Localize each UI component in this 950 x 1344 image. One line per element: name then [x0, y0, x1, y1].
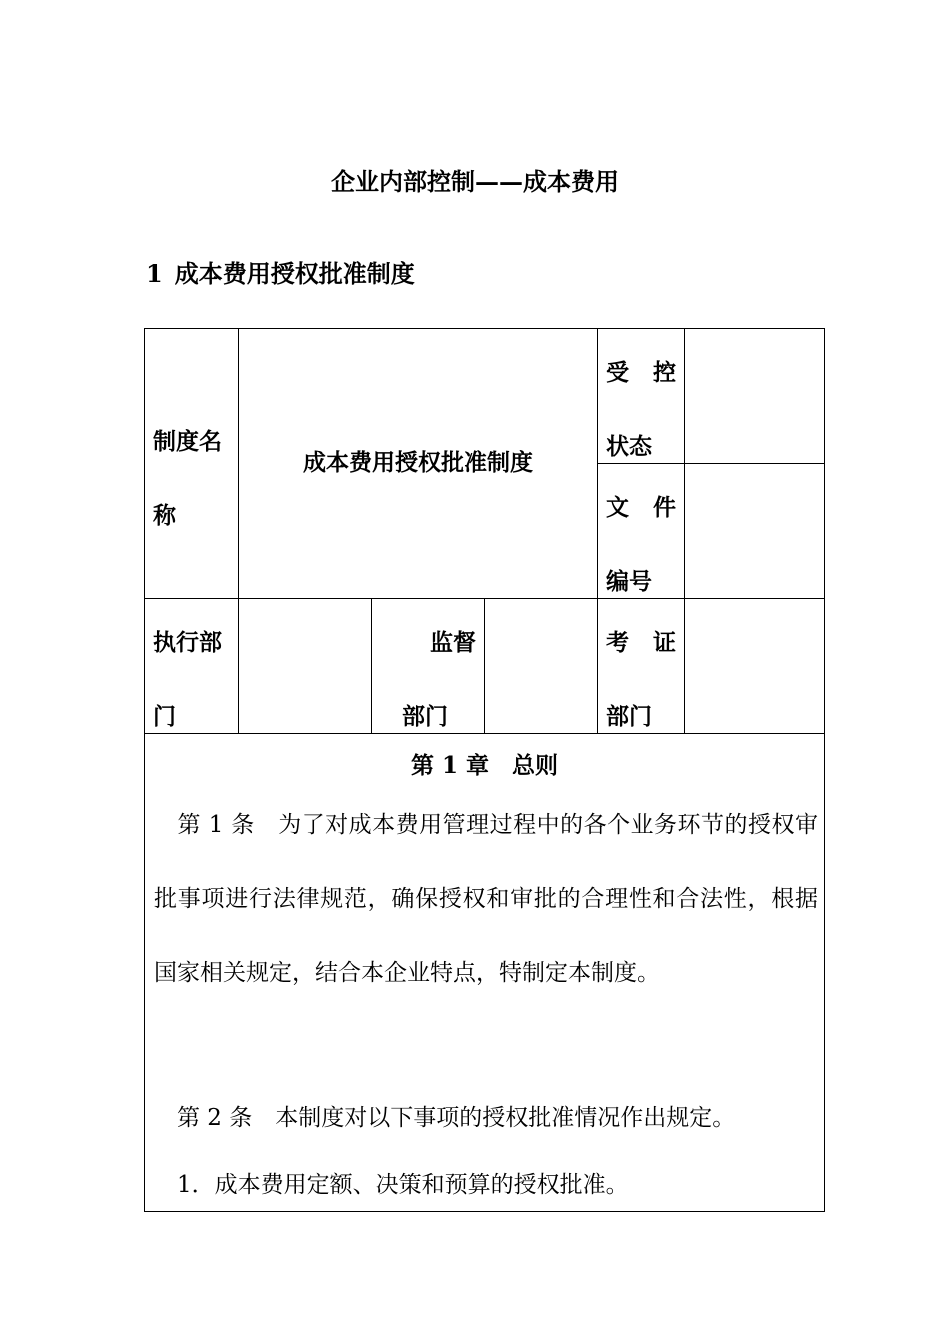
table-border-bottom	[144, 1211, 825, 1212]
verify-dept-label-line2: 部门	[606, 703, 652, 730]
controlled-status-label-a: 受	[606, 359, 629, 386]
verify-dept-label-a: 考	[606, 629, 629, 656]
doc-number-label-a: 文	[606, 494, 629, 521]
article-1: 第 1 条 为了对成本费用管理过程中的各个业务环节的授权审批事项进行法律规范，确保授权和审批的合理性和合法性，根据国家相关规定，结合本企业特点，特制定本制度。	[154, 812, 818, 986]
verify-dept-label	[606, 606, 676, 754]
section-number: 1	[146, 259, 163, 288]
controlled-status-label-line2: 状态	[606, 433, 652, 460]
section-heading	[146, 254, 415, 289]
exec-dept-label-line2: 门	[153, 703, 176, 730]
document-title: 企业内部控制——成本费用	[331, 167, 619, 196]
verify-dept-label-b: 证	[653, 629, 676, 656]
controlled-status-label-b: 控	[653, 359, 676, 386]
doc-number-label-line1	[606, 471, 676, 545]
supervise-dept-label-line2: 部门	[402, 703, 448, 730]
doc-number-label	[606, 471, 676, 619]
article-2: 第 2 条 本制度对以下事项的授权批准情况作出规定。	[154, 1105, 736, 1131]
system-name-label-line2: 称	[153, 502, 176, 529]
supervise-dept-label-line1: 监督	[430, 629, 476, 656]
system-name-label-line1: 制度名	[153, 428, 222, 455]
section-title: 成本费用授权批准制度	[174, 259, 415, 288]
exec-dept-label	[153, 606, 222, 754]
table-col-divider-3	[684, 328, 685, 733]
system-name-value: 成本费用授权批准制度	[303, 449, 533, 476]
list-item-1: 1．成本费用定额、决策和预算的授权批准。	[154, 1172, 629, 1198]
controlled-status-label	[606, 336, 676, 484]
table-col-divider-4	[371, 598, 372, 733]
body-section	[144, 733, 825, 1211]
chapter-heading: 第 1 章 总则	[410, 752, 559, 779]
verify-dept-label-line1	[606, 606, 676, 680]
table-col-divider-1	[238, 328, 239, 733]
policy-table	[144, 328, 825, 1212]
doc-number-label-b: 件	[653, 494, 676, 521]
table-col-divider-2	[597, 328, 598, 733]
supervise-dept-label	[380, 606, 476, 754]
system-name-label	[153, 405, 222, 553]
controlled-status-label-line1	[606, 336, 676, 410]
exec-dept-label-line1: 执行部	[153, 629, 222, 656]
doc-number-label-line2: 编号	[606, 568, 652, 595]
table-border-top	[144, 328, 825, 329]
table-col-divider-5	[484, 598, 485, 733]
